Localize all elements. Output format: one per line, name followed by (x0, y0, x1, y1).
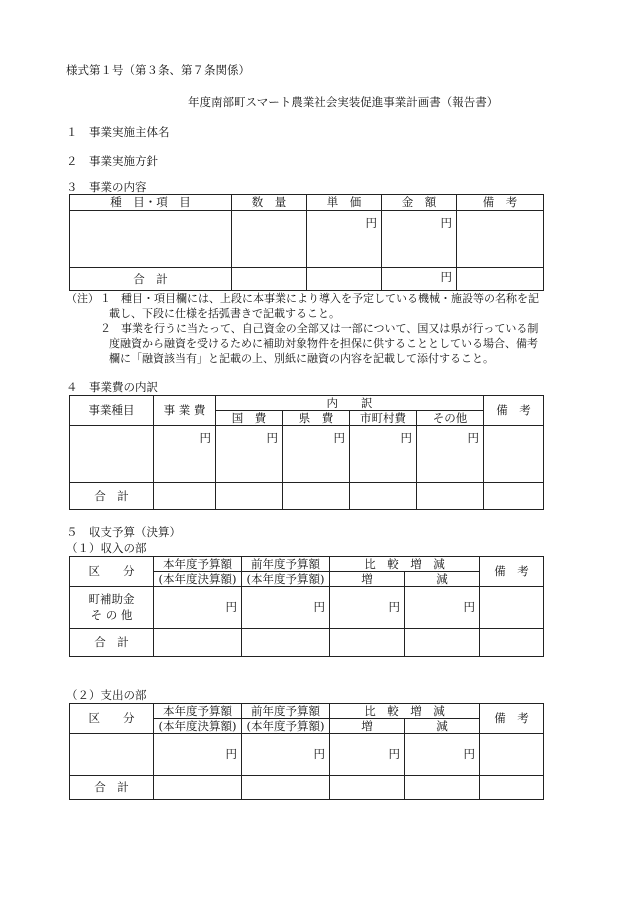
header-remarks: 備 考 (480, 704, 544, 734)
section-1-heading: １ 事業実施主体名 (66, 125, 170, 139)
row-town-subsidy: 町補助金 (88, 592, 135, 606)
total-this-year-cell[interactable] (154, 629, 242, 657)
header-decrease: 減 (405, 719, 480, 734)
section-4-heading: ４ 事業費の内訳 (66, 380, 158, 394)
this-year-cell[interactable]: 円 (154, 734, 242, 776)
note-1-number: １ (100, 292, 111, 305)
income-table (69, 556, 544, 657)
header-remarks: 備 考 (484, 396, 544, 426)
header-municipal: 市町村費 (350, 411, 417, 426)
header-this-year-settled: (本年度決算額) (154, 719, 242, 734)
amount-cell[interactable]: 円 (382, 211, 457, 268)
header-this-year: 本年度予算額 (154, 557, 242, 572)
total-decrease-cell[interactable] (405, 776, 480, 800)
total-label: 合 計 (70, 776, 154, 800)
header-prev-year-budget: (本年度予算額) (242, 572, 330, 587)
remarks-cell[interactable] (480, 587, 544, 629)
remarks-cell[interactable] (480, 734, 544, 776)
note-2-line-3: 欄に「融資該当有」と記載の上、別紙に融資の内容を記載して添付すること。 (109, 352, 494, 365)
form-number: 様式第１号（第３条、第７条関係） (66, 63, 250, 77)
total-cost-cell[interactable] (154, 483, 216, 510)
prefecture-cell[interactable]: 円 (283, 426, 350, 483)
expense-heading: （２）支出の部 (66, 688, 147, 702)
section-5-heading: ５ 収支予算（決算） (66, 525, 181, 539)
total-municipal-cell[interactable] (350, 483, 417, 510)
total-quantity-cell[interactable] (232, 268, 307, 291)
total-label: 合 計 (70, 483, 154, 510)
total-label: 合 計 (70, 629, 154, 657)
header-item: 種 目・項 目 (70, 195, 232, 211)
header-other: その他 (417, 411, 484, 426)
cost-breakdown-table (69, 395, 544, 510)
header-quantity: 数 量 (232, 195, 307, 211)
header-category: 区 分 (70, 557, 154, 587)
note-2-line-1: 事業を行うに当たって、自己資金の全部又は一部について、国又は県が行っている制 (121, 322, 539, 335)
header-remarks: 備 考 (480, 557, 544, 587)
note-1-line-1: 種目・項目欄には、上段に本事業により導入を予定している機械・施設等の名称を記 (121, 292, 539, 305)
header-prefecture: 県 費 (283, 411, 350, 426)
header-breakdown: 内 訳 (216, 396, 484, 411)
decrease-cell[interactable]: 円 (405, 734, 480, 776)
total-remarks-cell[interactable] (480, 776, 544, 800)
total-increase-cell[interactable] (330, 629, 405, 657)
header-increase: 増 (330, 719, 405, 734)
total-this-year-cell[interactable] (154, 776, 242, 800)
remarks-cell[interactable] (457, 211, 544, 268)
total-prev-year-cell[interactable] (242, 629, 330, 657)
header-remarks: 備 考 (457, 195, 544, 211)
note-2-number: ２ (100, 322, 111, 335)
municipal-cell[interactable]: 円 (350, 426, 417, 483)
row-other: そ の 他 (90, 608, 133, 622)
header-national: 国 費 (216, 411, 283, 426)
total-label: 合 計 (70, 268, 232, 291)
decrease-cell[interactable]: 円 (405, 587, 480, 629)
unit-price-cell[interactable]: 円 (307, 211, 382, 268)
note-2-line-2: 度融資から融資を受けるために補助対象物件を担保に供することとしている場合、備考 (109, 337, 538, 350)
header-this-year-settled: (本年度決算額) (154, 572, 242, 587)
increase-cell[interactable]: 円 (330, 734, 405, 776)
section-3-heading: ３ 事業の内容 (66, 180, 147, 194)
total-amount-cell[interactable]: 円 (382, 268, 457, 291)
total-national-cell[interactable] (216, 483, 283, 510)
header-prev-year: 前年度予算額 (242, 557, 330, 572)
document-title: 年度南部町スマート農業社会実装促進事業計画書（報告書） (188, 95, 499, 109)
cost-cell[interactable]: 円 (154, 426, 216, 483)
income-heading: （１）収入の部 (66, 541, 147, 555)
total-remarks-cell[interactable] (480, 629, 544, 657)
header-unit-price: 単 価 (307, 195, 382, 211)
expense-category-cell[interactable] (70, 734, 154, 776)
header-decrease: 減 (405, 572, 480, 587)
expense-table (69, 703, 544, 800)
business-content-table (69, 194, 544, 291)
prev-year-cell[interactable]: 円 (242, 587, 330, 629)
header-compare: 比 較 増 減 (330, 557, 480, 572)
item-cell[interactable] (70, 211, 232, 268)
income-category-cell (70, 587, 154, 629)
category-cell[interactable] (70, 426, 154, 483)
total-remarks-cell[interactable] (457, 268, 544, 291)
note-1-line-2: 載し、下段に仕様を括弧書きで記載すること。 (109, 307, 340, 320)
section-2-heading: ２ 事業実施方針 (66, 154, 158, 168)
remarks-cell[interactable] (484, 426, 544, 483)
national-cell[interactable]: 円 (216, 426, 283, 483)
header-cost: 事 業 費 (154, 396, 216, 426)
total-other-cell[interactable] (417, 483, 484, 510)
total-decrease-cell[interactable] (405, 629, 480, 657)
header-amount: 金 額 (382, 195, 457, 211)
total-unit-price-cell[interactable] (307, 268, 382, 291)
header-compare: 比 較 増 減 (330, 704, 480, 719)
header-category: 事業種目 (70, 396, 154, 426)
notes-label: （注） (66, 292, 99, 305)
this-year-cell[interactable]: 円 (154, 587, 242, 629)
total-prev-year-cell[interactable] (242, 776, 330, 800)
header-prev-year: 前年度予算額 (242, 704, 330, 719)
other-cell[interactable]: 円 (417, 426, 484, 483)
quantity-cell[interactable] (232, 211, 307, 268)
total-increase-cell[interactable] (330, 776, 405, 800)
increase-cell[interactable]: 円 (330, 587, 405, 629)
header-prev-year-budget: (本年度予算額) (242, 719, 330, 734)
prev-year-cell[interactable]: 円 (242, 734, 330, 776)
total-remarks-cell[interactable] (484, 483, 544, 510)
total-prefecture-cell[interactable] (283, 483, 350, 510)
header-increase: 増 (330, 572, 405, 587)
header-this-year: 本年度予算額 (154, 704, 242, 719)
header-category: 区 分 (70, 704, 154, 734)
